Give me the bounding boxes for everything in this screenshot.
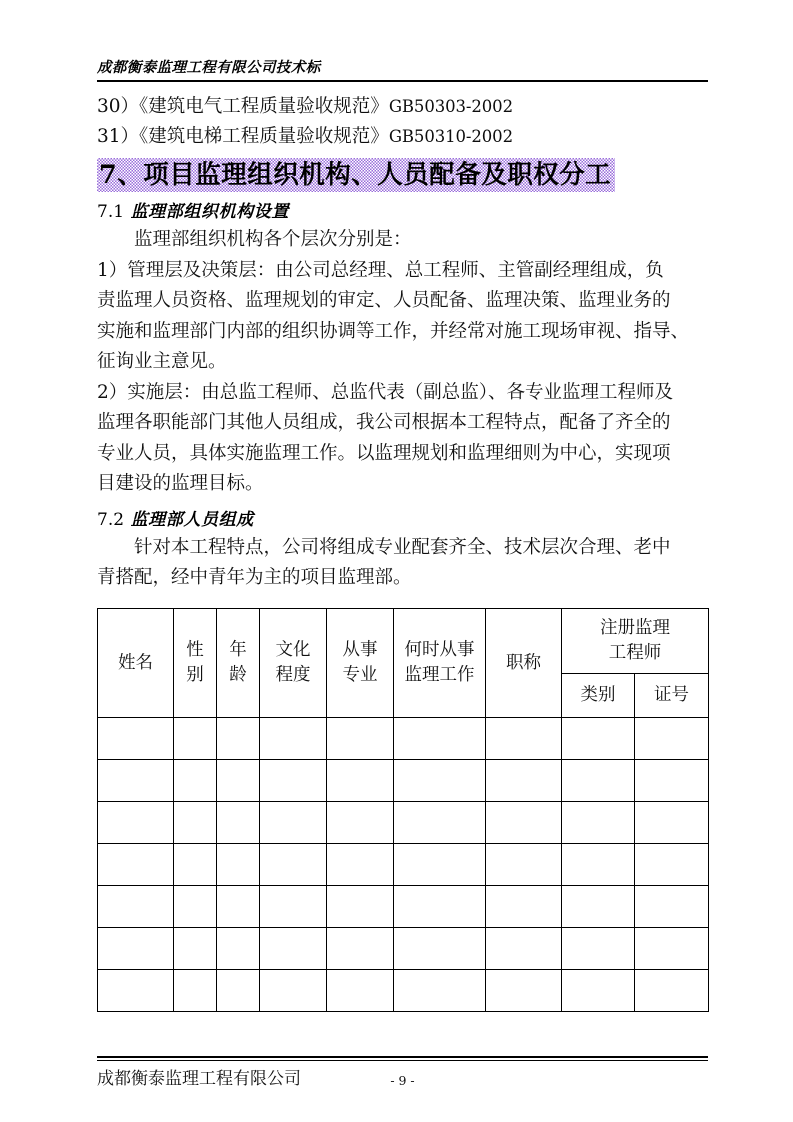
table-cell-title[interactable] bbox=[486, 970, 562, 1012]
table-cell-education[interactable] bbox=[260, 718, 327, 760]
header-title: 成都衡泰监理工程有限公司技术标 bbox=[97, 59, 321, 76]
table-cell-education[interactable] bbox=[260, 970, 327, 1012]
table-cell-name[interactable] bbox=[98, 802, 174, 844]
table-row[interactable] bbox=[98, 970, 709, 1012]
column-header-since bbox=[394, 609, 486, 718]
header-line: 职称 bbox=[506, 652, 541, 673]
table-header-row bbox=[98, 609, 709, 674]
column-header-registration-number: 证号 bbox=[635, 674, 709, 718]
table-cell-specialty[interactable] bbox=[327, 760, 394, 802]
table-cell-name[interactable] bbox=[98, 886, 174, 928]
line-text: 1）管理层及决策层：由公司总经理、总工程师、主管副经理组成，负 bbox=[97, 259, 664, 281]
table-cell-reg_type[interactable] bbox=[562, 928, 635, 970]
header-line: 年 bbox=[229, 640, 247, 660]
table-cell-name[interactable] bbox=[98, 760, 174, 802]
footer-row bbox=[97, 1066, 708, 1092]
table-cell-reg_no[interactable] bbox=[635, 844, 709, 886]
table-cell-gender[interactable] bbox=[174, 760, 217, 802]
table-cell-reg_type[interactable] bbox=[562, 844, 635, 886]
header-line: 工程师 bbox=[608, 643, 662, 663]
header-line: 专业 bbox=[342, 665, 378, 685]
table-row[interactable] bbox=[98, 718, 709, 760]
table-cell-reg_no[interactable] bbox=[635, 802, 709, 844]
chapter-title-row bbox=[97, 158, 708, 192]
table-cell-gender[interactable] bbox=[174, 970, 217, 1012]
table-cell-age[interactable] bbox=[217, 718, 260, 760]
footer-company: 成都衡泰监理工程有限公司 bbox=[97, 1068, 301, 1089]
staff-table bbox=[97, 608, 709, 1012]
management-layer-paragraph bbox=[97, 256, 708, 378]
document-body bbox=[97, 92, 708, 594]
table-cell-gender[interactable] bbox=[174, 886, 217, 928]
table-cell-name[interactable] bbox=[98, 844, 174, 886]
line-text: 针对本工程特点，公司将组成专业配套齐全、技术层次合理、老中 bbox=[134, 536, 671, 558]
paragraph-line bbox=[97, 286, 708, 317]
table-row[interactable] bbox=[98, 886, 709, 928]
table-cell-name[interactable] bbox=[98, 928, 174, 970]
header-line: 性 bbox=[186, 640, 204, 660]
implementation-layer-paragraph bbox=[97, 378, 708, 500]
table-cell-name[interactable] bbox=[98, 970, 174, 1012]
table-row[interactable] bbox=[98, 802, 709, 844]
table-cell-title[interactable] bbox=[486, 928, 562, 970]
table-cell-reg_type[interactable] bbox=[562, 802, 635, 844]
table-cell-since[interactable] bbox=[394, 844, 486, 886]
table-cell-age[interactable] bbox=[217, 970, 260, 1012]
table-row[interactable] bbox=[98, 760, 709, 802]
column-header-title bbox=[486, 609, 562, 718]
table-cell-age[interactable] bbox=[217, 802, 260, 844]
standard-code: GB50303-2002 bbox=[388, 97, 513, 116]
header-line: 姓名 bbox=[118, 652, 153, 673]
table-cell-since[interactable] bbox=[394, 928, 486, 970]
header-line: 监理工作 bbox=[404, 665, 475, 685]
table-cell-since[interactable] bbox=[394, 970, 486, 1012]
table-cell-education[interactable] bbox=[260, 928, 327, 970]
table-cell-age[interactable] bbox=[217, 886, 260, 928]
table-cell-age[interactable] bbox=[217, 928, 260, 970]
paragraph-line bbox=[97, 533, 708, 564]
table-cell-specialty[interactable] bbox=[327, 718, 394, 760]
table-cell-reg_no[interactable] bbox=[635, 928, 709, 970]
header-line: 龄 bbox=[229, 665, 247, 685]
line-text: 青搭配，经中青年为主的项目监理部。 bbox=[97, 567, 412, 588]
line-text: 2）实施层：由总监工程师、总监代表（副总监）、各专业监理工程师及 bbox=[97, 381, 674, 403]
staff-composition-paragraph bbox=[97, 533, 708, 594]
column-header-name bbox=[98, 609, 174, 718]
table-cell-education[interactable] bbox=[260, 844, 327, 886]
column-header-education bbox=[260, 609, 327, 718]
staff-table-head bbox=[98, 609, 709, 718]
column-header-gender bbox=[174, 609, 217, 718]
table-cell-specialty[interactable] bbox=[327, 802, 394, 844]
table-cell-reg_type[interactable] bbox=[562, 970, 635, 1012]
table-cell-reg_type[interactable] bbox=[562, 886, 635, 928]
line-text: 专业人员，具体实施监理工作。以监理规划和监理细则为中心，实现项 bbox=[97, 442, 671, 464]
header-line: 文化 bbox=[275, 640, 311, 660]
section-heading-text: 监理部组织机构设置 bbox=[130, 202, 289, 222]
standard-item-30 bbox=[97, 92, 708, 122]
header-line: 从事 bbox=[342, 640, 378, 660]
table-cell-title[interactable] bbox=[486, 718, 562, 760]
line-text: 责监理人员资格、监理规划的审定、人员配备、监理决策、监理业务的 bbox=[97, 290, 671, 311]
standard-code: GB50310-2002 bbox=[388, 127, 513, 146]
table-cell-title[interactable] bbox=[486, 844, 562, 886]
table-cell-education[interactable] bbox=[260, 760, 327, 802]
paragraph-line bbox=[97, 317, 708, 348]
table-cell-title[interactable] bbox=[486, 886, 562, 928]
column-header-age bbox=[217, 609, 260, 718]
table-row[interactable] bbox=[98, 928, 709, 970]
table-row[interactable] bbox=[98, 844, 709, 886]
section-lead-paragraph: 监理部组织机构各个层次分别是： bbox=[134, 229, 412, 250]
section-heading-text: 监理部人员组成 bbox=[130, 509, 254, 530]
table-cell-specialty[interactable] bbox=[327, 844, 394, 886]
footer-rule-thick bbox=[97, 1056, 708, 1058]
table-cell-reg_no[interactable] bbox=[635, 718, 709, 760]
table-cell-specialty[interactable] bbox=[327, 970, 394, 1012]
table-cell-age[interactable] bbox=[217, 844, 260, 886]
standard-name: 《建筑电梯工程质量验收规范》 bbox=[139, 126, 389, 147]
standard-index: 31） bbox=[97, 126, 140, 147]
paragraph-line bbox=[97, 469, 708, 500]
paragraph-line bbox=[97, 563, 708, 594]
footer-page-number: - 9 - bbox=[390, 1072, 415, 1088]
header-rule bbox=[97, 80, 708, 82]
staff-table-body bbox=[98, 718, 709, 1012]
section-heading-7-2 bbox=[97, 507, 708, 533]
line-text: 征询业主意见。 bbox=[97, 351, 227, 372]
header-line: 何时从事 bbox=[404, 640, 475, 660]
page-header bbox=[97, 58, 708, 82]
paragraph-line bbox=[97, 347, 708, 378]
table-cell-reg_no[interactable] bbox=[635, 886, 709, 928]
table-cell-reg_no[interactable] bbox=[635, 970, 709, 1012]
paragraph-line bbox=[97, 378, 708, 409]
table-cell-specialty[interactable] bbox=[327, 928, 394, 970]
table-cell-since[interactable] bbox=[394, 718, 486, 760]
standard-index: 30） bbox=[97, 96, 140, 117]
standard-name: 《建筑电气工程质量验收规范》 bbox=[139, 96, 389, 117]
table-cell-age[interactable] bbox=[217, 760, 260, 802]
table-cell-gender[interactable] bbox=[174, 928, 217, 970]
line-text: 目建设的监理目标。 bbox=[97, 473, 264, 494]
paragraph-line bbox=[97, 408, 708, 439]
section-heading-7-1 bbox=[97, 199, 708, 225]
column-header-registered-supervisor-engineer bbox=[562, 609, 709, 674]
table-cell-name[interactable] bbox=[98, 718, 174, 760]
table-cell-education[interactable] bbox=[260, 802, 327, 844]
table-cell-gender[interactable] bbox=[174, 802, 217, 844]
table-cell-education[interactable] bbox=[260, 886, 327, 928]
page-footer bbox=[97, 1056, 708, 1092]
table-cell-since[interactable] bbox=[394, 886, 486, 928]
section-number: 7.2 bbox=[97, 509, 125, 530]
line-text: 监理各职能部门其他人员组成，我公司根据本工程特点，配备了齐全的 bbox=[97, 412, 671, 433]
table-cell-reg_type[interactable] bbox=[562, 760, 635, 802]
section-number: 7.1 bbox=[97, 202, 125, 222]
table-cell-reg_type[interactable] bbox=[562, 718, 635, 760]
paragraph-line bbox=[97, 256, 708, 287]
footer-rule-thin bbox=[97, 1060, 708, 1061]
table-cell-gender[interactable] bbox=[174, 718, 217, 760]
column-header-registration-type: 类别 bbox=[562, 674, 635, 718]
line-text: 实施和监理部门内部的组织协调等工作，并经常对施工现场审视、指导、 bbox=[97, 320, 690, 342]
table-cell-gender[interactable] bbox=[174, 844, 217, 886]
header-line: 程度 bbox=[275, 665, 311, 685]
standard-item-31 bbox=[97, 122, 708, 152]
column-header-specialty bbox=[327, 609, 394, 718]
table-cell-title[interactable] bbox=[486, 802, 562, 844]
header-line: 别 bbox=[186, 665, 204, 685]
table-cell-title[interactable] bbox=[486, 760, 562, 802]
chapter-title: 7、项目监理组织机构、人员配备及职权分工 bbox=[97, 158, 615, 192]
table-cell-reg_no[interactable] bbox=[635, 760, 709, 802]
paragraph-line bbox=[97, 439, 708, 470]
header-line: 注册监理 bbox=[600, 618, 670, 638]
table-cell-since[interactable] bbox=[394, 760, 486, 802]
table-cell-since[interactable] bbox=[394, 802, 486, 844]
table-cell-specialty[interactable] bbox=[327, 886, 394, 928]
